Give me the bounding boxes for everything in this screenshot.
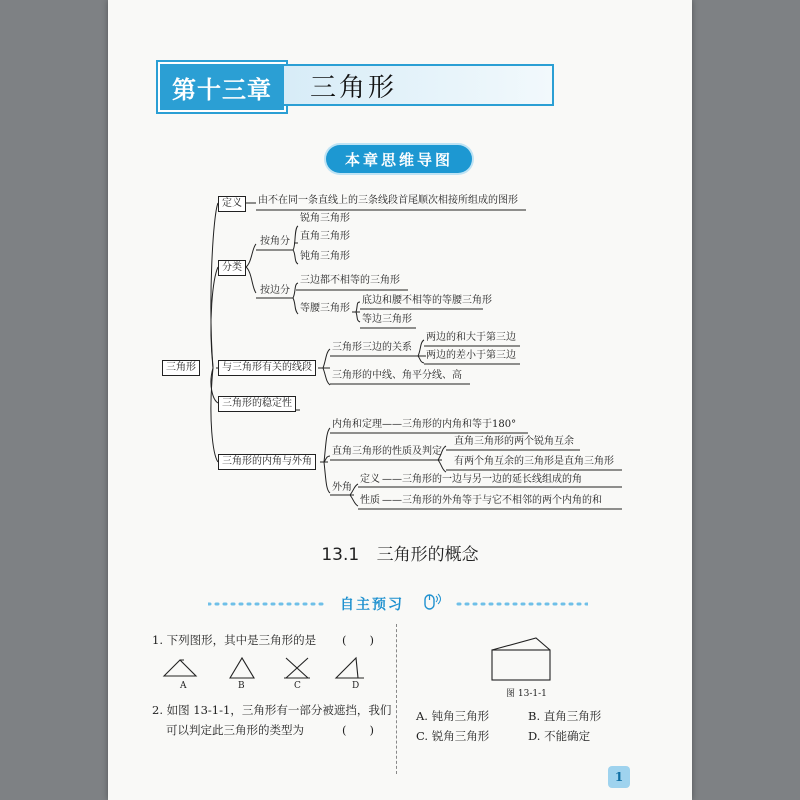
textbook-page [108, 0, 692, 800]
right-prop-1: 直角三角形的两个锐角互余 [454, 436, 574, 447]
exterior-prop: ——三角形的外角等于与它不相邻的两个内角的和 [382, 495, 602, 506]
node-classification: 分类 [218, 260, 246, 276]
figure-13-1-1 [488, 636, 558, 684]
choice-d: D. 不能确定 [528, 729, 591, 743]
obtuse-triangle: 钝角三角形 [300, 251, 350, 262]
right-prop-2: 有两个角互余的三角形是直角三角形 [454, 456, 614, 467]
section-title: 三角形的概念 [376, 545, 479, 565]
equilateral-triangle: 等边三角形 [362, 314, 412, 325]
isosceles-triangle: 等腰三角形 [300, 303, 350, 314]
question-2-line2: 可以判定此三角形的类型为 [166, 723, 304, 737]
acute-triangle: 锐角三角形 [300, 213, 350, 224]
choice-a: A. 钝角三角形 [416, 709, 490, 723]
mindmap-title: 本章思维导图 [326, 145, 472, 173]
exterior-angle-label: 外角 [332, 482, 352, 493]
exterior-prop-label: 性质 [360, 495, 380, 506]
by-side-label: 按边分 [260, 285, 290, 296]
question-2-blank: ( ) [342, 723, 374, 737]
question-1-blank: ( ) [342, 633, 374, 647]
interior-angle-theorem: 内角和定理——三角形的内角和等于180° [332, 419, 517, 430]
by-angle-label: 按角分 [260, 236, 290, 247]
chapter-number: 第十三章 [158, 62, 286, 112]
definition-text: 由不在同一条直线上的三条线段首尾顺次相接所组成的图形 [258, 195, 518, 206]
isosceles-non-equilateral: 底边和腰不相等的等腰三角形 [362, 295, 492, 306]
node-stability: 三角形的稳定性 [218, 396, 296, 412]
question-1: 1. 下列图形，其中是三角形的是 [152, 633, 317, 647]
chapter-title: 三角形 [284, 64, 554, 106]
mouse-icon [422, 592, 442, 614]
page-number: 1 [608, 766, 630, 788]
q1-figures [160, 654, 380, 686]
sum-rule: 两边的和大于第三边 [426, 332, 516, 343]
option-b-label: B [238, 681, 245, 691]
option-c-label: C [294, 681, 301, 691]
figure-caption: 图 13-1-1 [506, 689, 547, 699]
node-angles: 三角形的内角与外角 [218, 454, 316, 470]
column-divider [396, 624, 397, 774]
right-triangle: 直角三角形 [300, 231, 350, 242]
choice-c: C. 锐角三角形 [416, 729, 490, 743]
section-heading [108, 540, 692, 565]
mindmap-root: 三角形 [162, 360, 200, 376]
side-relation: 三角形三边的关系 [332, 342, 412, 353]
medians-bisectors-altitudes: 三角形的中线、角平分线、高 [332, 370, 462, 381]
node-definition: 定义 [218, 196, 246, 212]
exterior-def-label: 定义 [360, 474, 380, 485]
option-d-label: D [352, 681, 360, 691]
option-a-label: A [180, 681, 187, 691]
choice-b: B. 直角三角形 [528, 709, 602, 723]
exterior-def: ——三角形的一边与另一边的延长线组成的角 [382, 474, 582, 485]
section-number: 13.1 [321, 545, 360, 565]
question-2-line1: 2. 如图 13-1-1，三角形有一部分被遮挡，我们 [152, 703, 392, 717]
diff-rule: 两边的差小于第三边 [426, 350, 516, 361]
right-triangle-properties: 直角三角形的性质及判定 [332, 446, 442, 457]
scalene-triangle: 三边都不相等的三角形 [300, 275, 400, 286]
preview-title: 自主预习 [340, 597, 404, 613]
node-segments: 与三角形有关的线段 [218, 360, 316, 376]
